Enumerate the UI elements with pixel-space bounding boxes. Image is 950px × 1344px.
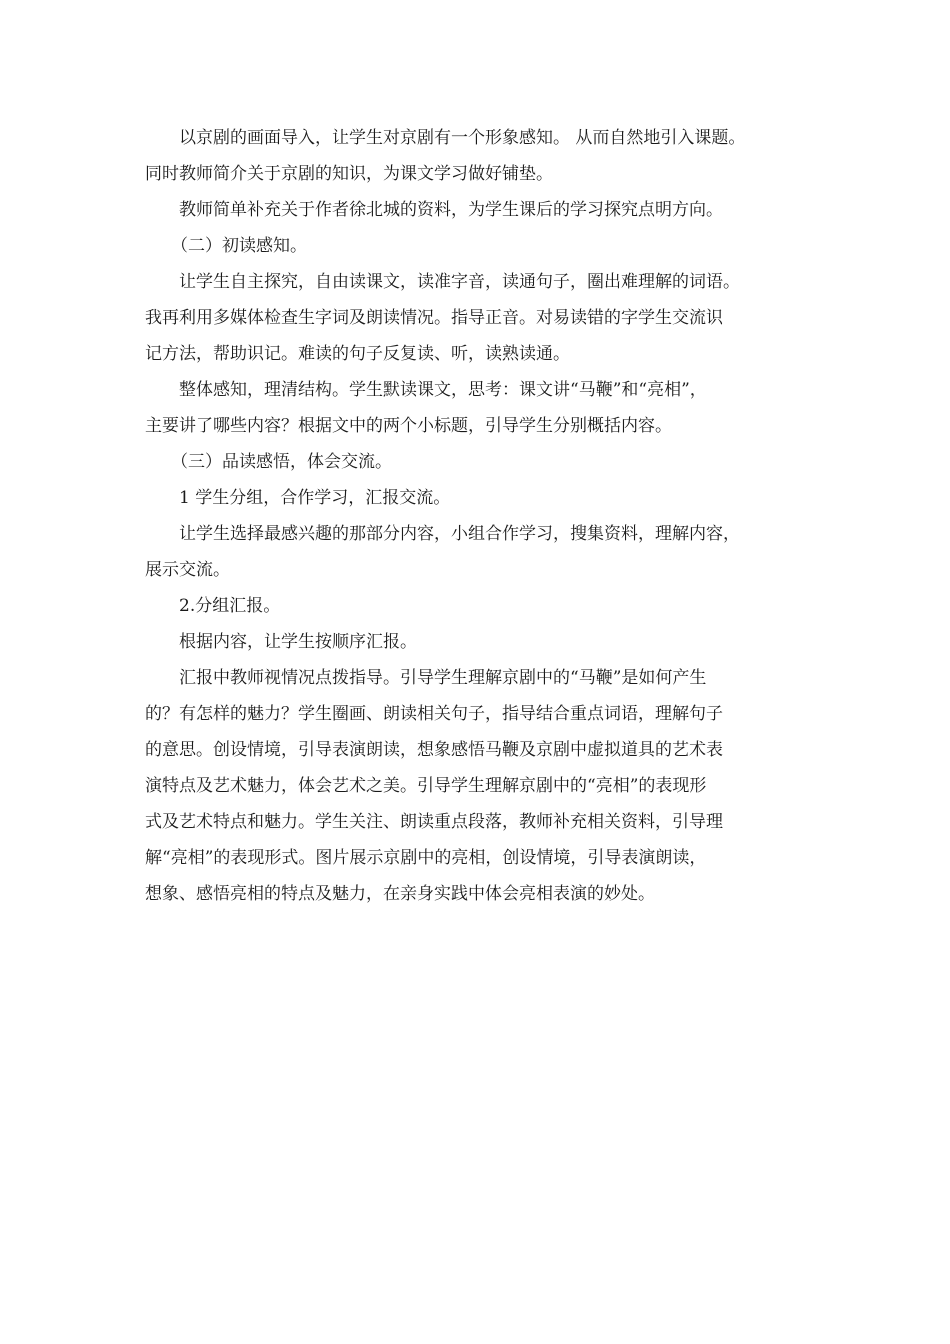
paragraph-line: 同时教师简介关于京剧的知识，为课文学习做好铺垫。: [145, 164, 553, 184]
section-heading: （二）初读感知。: [171, 236, 307, 256]
paragraph-line: 式及艺术特点和魅力。学生关注、朗读重点段落，教师补充相关资料，引导理: [145, 812, 723, 832]
paragraph-line: 我再利用多媒体检查生字词及朗读情况。指导正音。对易读错的字学生交流识: [145, 308, 723, 328]
paragraph-line: 根据内容，让学生按顺序汇报。: [179, 632, 417, 652]
paragraph-line: 记方法，帮助识记。难读的句子反复读、听，读熟读通。: [145, 344, 570, 364]
paragraph-line: 的？有怎样的魅力？学生圈画、朗读相关句子，指导结合重点词语，理解句子: [145, 704, 723, 724]
paragraph-line: 汇报中教师视情况点拨指导。引导学生理解京剧中的“马鞭”是如何产生: [179, 668, 707, 688]
paragraph-line: 以京剧的画面导入，让学生对京剧有一个形象感知。 从而自然地引入课题。: [179, 128, 746, 148]
paragraph-line: 让学生自主探究，自由读课文，读准字音，读通句子，圈出难理解的词语。: [179, 272, 740, 292]
paragraph-line: 演特点及艺术魅力，体会艺术之美。引导学生理解京剧中的“亮相”的表现形: [145, 776, 707, 796]
paragraph-line: 想象、感悟亮相的特点及魅力，在亲身实践中体会亮相表演的妙处。: [145, 884, 655, 904]
document-body: [145, 120, 825, 912]
section-heading: （三）品读感悟，体会交流。: [171, 452, 392, 472]
paragraph-line: 解“亮相”的表现形式。图片展示京剧中的亮相，创设情境，引导表演朗读，: [145, 848, 707, 868]
paragraph-line: 让学生选择最感兴趣的那部分内容，小组合作学习，搜集资料，理解内容，: [179, 524, 740, 544]
list-item-heading: 2.分组汇报。: [179, 596, 281, 616]
paragraph-line: 的意思。创设情境，引导表演朗读，想象感悟马鞭及京剧中虚拟道具的艺术表: [145, 740, 723, 760]
paragraph-line: 整体感知，理清结构。学生默读课文，思考：课文讲“马鞭”和“亮相”，: [179, 380, 707, 400]
list-item-heading: 1 学生分组，合作学习，汇报交流。: [179, 488, 451, 508]
paragraph-line: 主要讲了哪些内容？根据文中的两个小标题，引导学生分别概括内容。: [145, 416, 672, 436]
paragraph-line: 教师简单补充关于作者徐北城的资料，为学生课后的学习探究点明方向。: [179, 200, 723, 220]
paragraph-line: 展示交流。: [145, 560, 230, 580]
